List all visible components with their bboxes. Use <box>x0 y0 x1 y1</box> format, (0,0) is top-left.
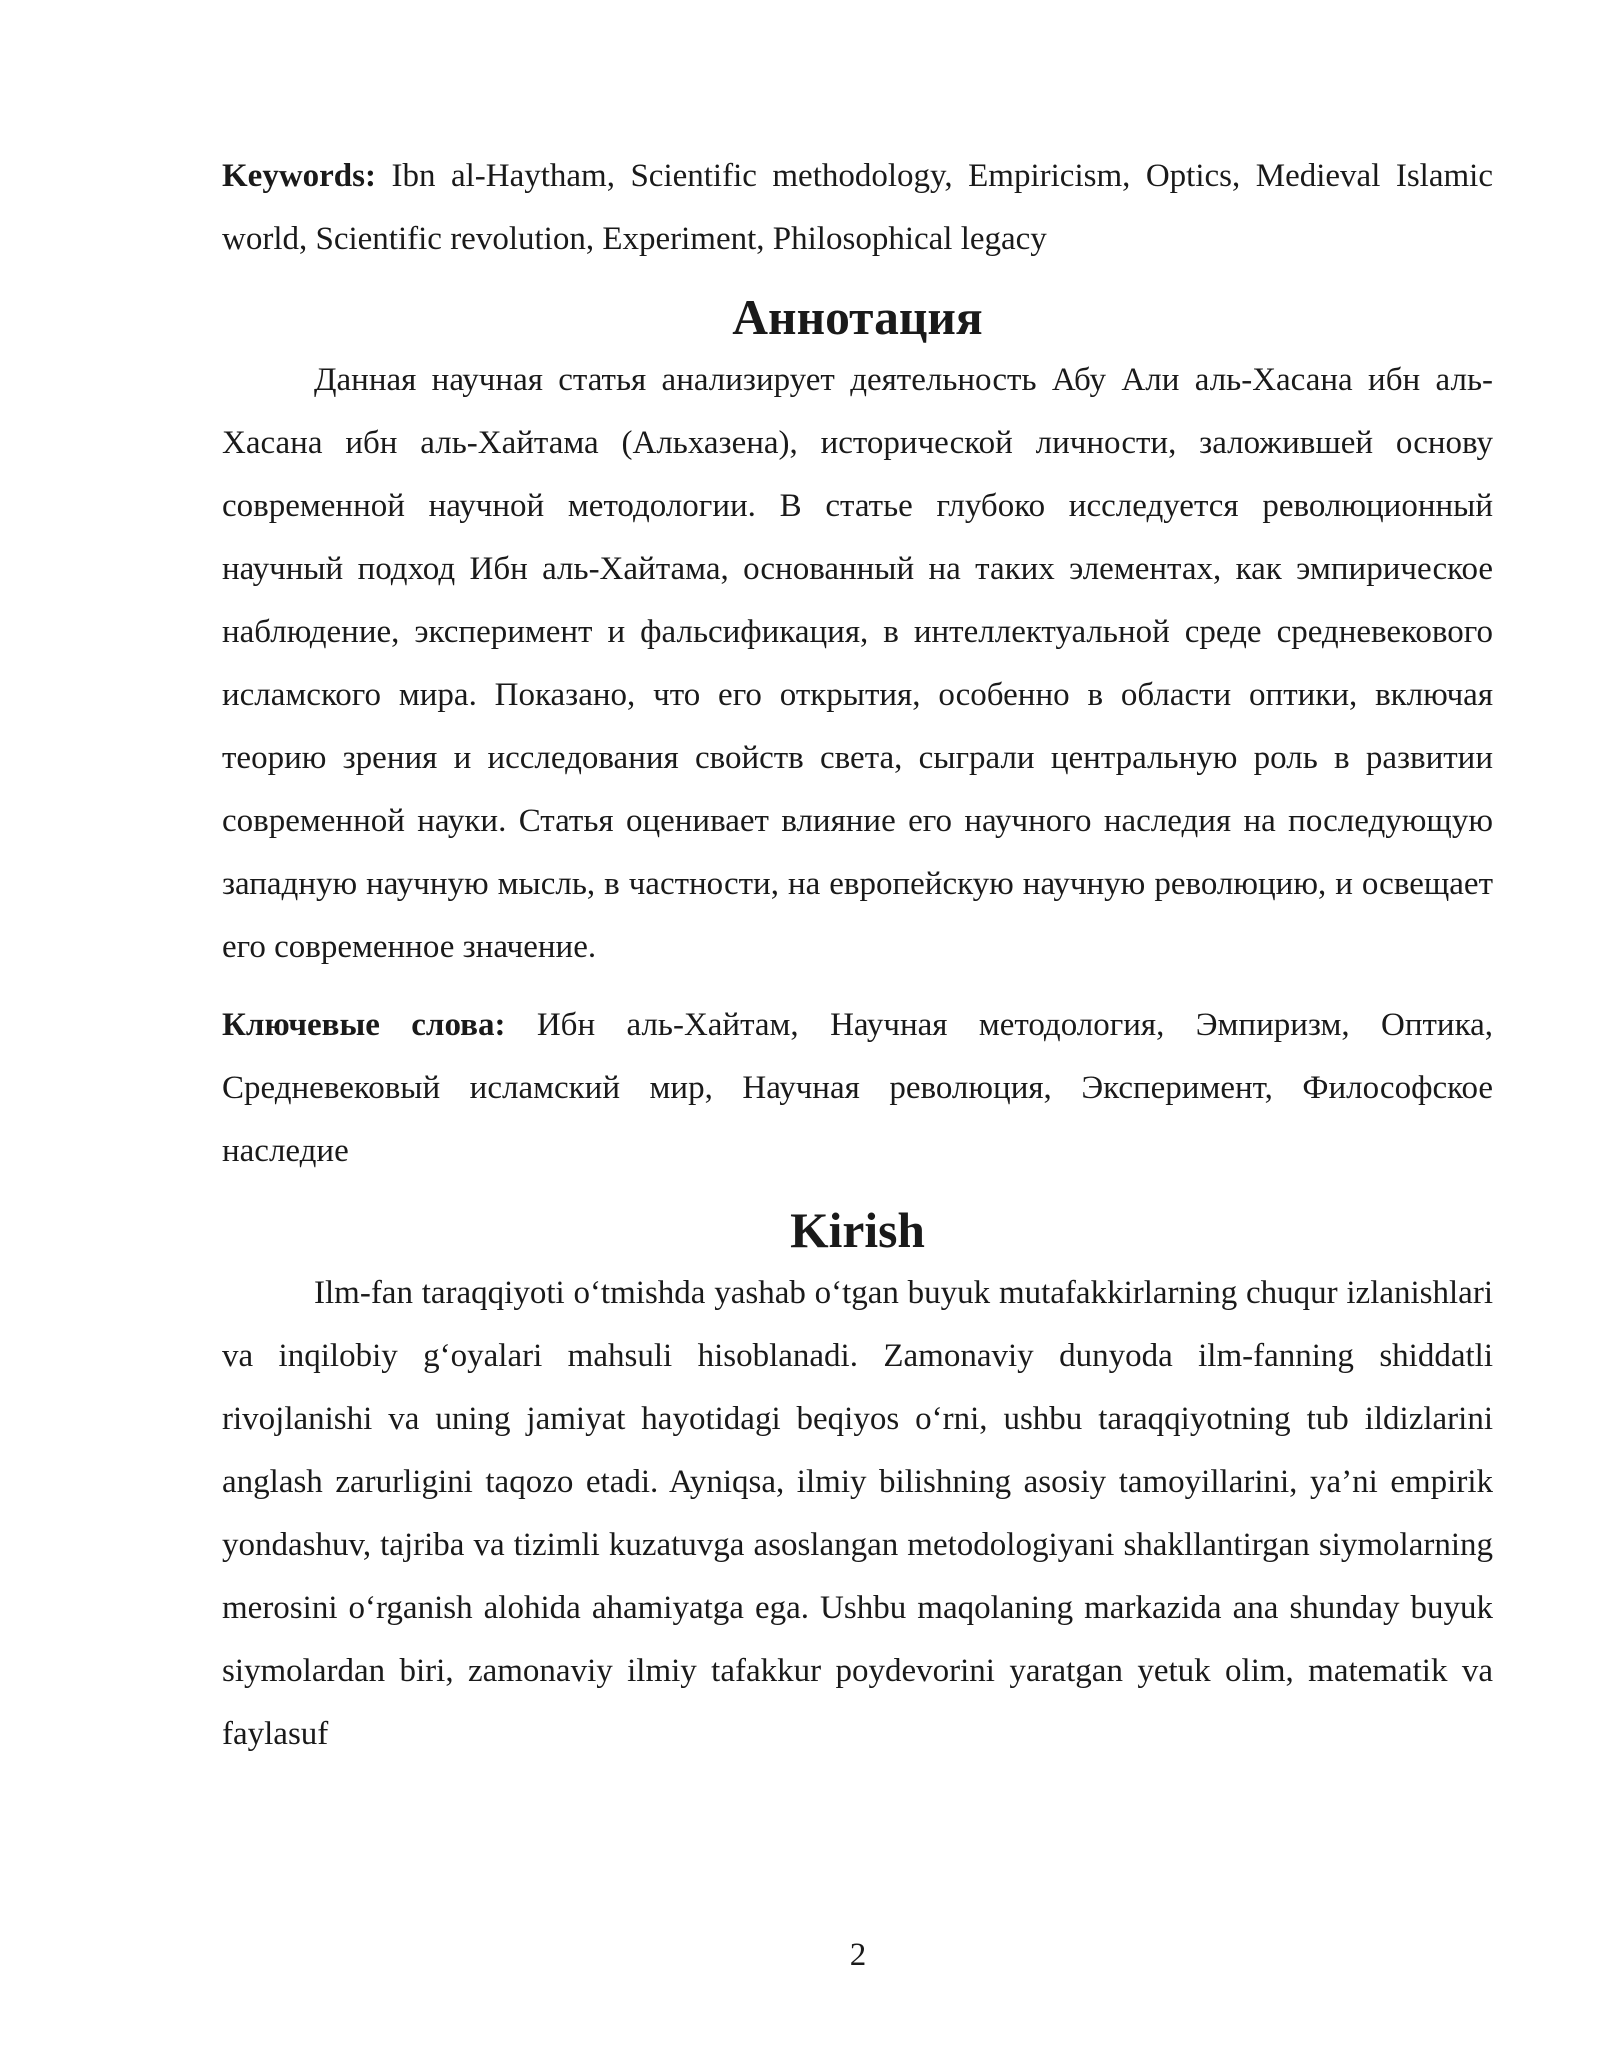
introduction-heading: Kirish <box>790 1203 925 1258</box>
annotation-body: Данная научная статья анализирует деятельность Абу Али аль-Хасана ибн аль-Хасана ибн аль-Хайтама (Альхазена), исторической личности, заложившей основу современной научной методологии. В статье глубоко исследуется революционный научный подход Ибн аль-Хайтама, основанный на таких элементах, как эмпирическое наблюдение, эксперимент и фальсификация, в интеллектуальной среде средневекового исламского мира. Показано, что его открытия, особенно в области оптики, включая теорию зрения и исследования свойств света, сыграли центральную роль в развитии современной науки. Статья оценивает влияние его научного наследия на последующую западную научную мысль, в частности, на европейскую научную революцию, и освещает его современное значение. <box>222 362 1493 965</box>
document-page <box>222 145 1493 1766</box>
annotation-heading: Аннотация <box>732 290 983 345</box>
keywords-ru-paragraph <box>222 994 1493 1183</box>
introduction-body: Ilm-fan taraqqiyoti oʻtmishda yashab oʻtgan buyuk mutafakkirlarning chuqur izlanishlari va inqilobiy gʻoyalari mahsuli hisoblanadi. Zamonaviy dunyoda ilm-fanning shiddatli rivojlanishi va uning jamiyat hayotidagi beqiyos oʻrni, ushbu taraqqiyotning tub ildizlarini anglash zarurligini taqozo etadi. Ayniqsa, ilmiy bilishning asosiy tamoyillarini, ya’ni empirik yondashuv, tajriba va tizimli kuzatuvga asoslangan metodologiyani shakllantirgan siymolarning merosini oʻrganish alohida ahamiyatga ega. Ushbu maqolaning markazida ana shunday buyuk siymolardan biri, zamonaviy ilmiy tafakkur poydevorini yaratgan yetuk olim, matematik va faylasuf <box>222 1275 1493 1752</box>
keywords-en-paragraph <box>222 145 1493 271</box>
keywords-en-text: Ibn al-Haytham, Scientific methodology, Empiricism, Optics, Medieval Islamic world, Scientific revolution, Experiment, Philosophical legacy <box>222 158 1493 257</box>
keywords-en-label: Keywords: <box>222 158 376 194</box>
keywords-ru-label: Ключевые слова: <box>222 1007 506 1043</box>
keywords-ru-text: Ибн аль-Хайтам, Научная методология, Эмпиризм, Оптика, Средневековый исламский мир, Научная революция, Эксперимент, Философское наследие <box>222 1007 1493 1169</box>
page-number: 2 <box>849 1937 867 1973</box>
